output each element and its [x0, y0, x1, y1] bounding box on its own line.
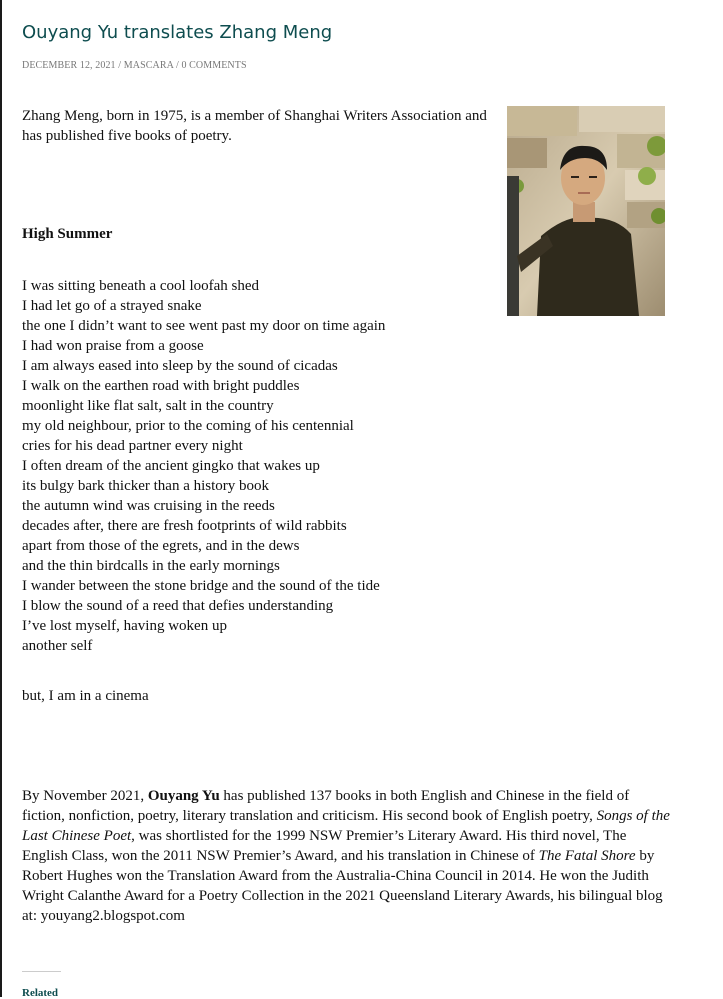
bio-lead: By November 2021,: [22, 788, 148, 804]
poem-line: apart from those of the egrets, and in the dews: [22, 538, 300, 554]
post-comments-link[interactable]: 0 COMMENTS: [181, 60, 247, 71]
poem-line: I’ve lost myself, having woken up: [22, 618, 227, 634]
related-heading: Related: [22, 987, 59, 999]
meta-separator: /: [173, 60, 182, 71]
poem-line: I blow the sound of a reed that defies understanding: [22, 598, 334, 614]
poem-line: another self: [22, 638, 93, 654]
author-photo: [507, 106, 665, 316]
poem-title: High Summer: [22, 226, 113, 242]
post-author-link[interactable]: MASCARA: [123, 60, 174, 71]
poem-line: cries for his dead partner every night: [22, 438, 243, 454]
poem-line: I was sitting beneath a cool loofah shed: [22, 278, 260, 294]
poem-line: I walk on the earthen road with bright puddles: [22, 378, 300, 394]
poem-lines: [22, 276, 492, 656]
bio-text: has published 137 books in both English and Chinese in the field of fiction, nonfiction, poetry, literary translation and criticism. His second book of English poetry,: [22, 788, 630, 824]
bio-book-title: The Fatal Shore: [538, 848, 636, 864]
bio-name: Ouyang Yu: [147, 788, 220, 804]
poem-line: and the thin birdcalls in the early mornings: [22, 558, 280, 574]
translator-bio: [22, 786, 672, 926]
meta-separator: /: [115, 60, 124, 71]
poem-line: I am always eased into sleep by the sound of cicadas: [22, 358, 338, 374]
post-meta: [22, 60, 247, 71]
poem-line: the autumn wind was cruising in the reeds: [22, 498, 275, 514]
poem-line: my old neighbour, prior to the coming of his centennial: [22, 418, 354, 434]
poem-line: decades after, there are fresh footprints of wild rabbits: [22, 518, 347, 534]
poem-coda: but, I am in a cinema: [22, 688, 149, 704]
related-divider: [22, 971, 61, 972]
post-title[interactable]: Ouyang Yu translates Zhang Meng: [22, 22, 333, 43]
bio-text: , was shortlisted for the 1999 NSW Premier’s Literary Award. His third novel, The English Class, won the 2011 NSW Premier’s Award, and his translation in Chinese of: [22, 828, 627, 864]
page-left-border: [0, 0, 2, 997]
poem-line: I often dream of the ancient gingko that wakes up: [22, 458, 320, 474]
poem-line: I had won praise from a goose: [22, 338, 204, 354]
poem-line: the one I didn’t want to see went past my door on time again: [22, 318, 386, 334]
poem-line: I wander between the stone bridge and the sound of the tide: [22, 578, 380, 594]
post-date-link[interactable]: DECEMBER 12, 2021: [22, 60, 116, 71]
portrait-photo-icon: [507, 106, 665, 316]
poem-line: I had let go of a strayed snake: [22, 298, 202, 314]
poem-line: moonlight like flat salt, salt in the country: [22, 398, 274, 414]
poem-line: its bulgy bark thicker than a history book: [22, 478, 270, 494]
bio-text: by Robert Hughes won the Translation Award from the Australia-China Council in 2014. He won the Judith Wright Calanthe Award for a Poetry Collection in the 2021 Queensland Literary Awards, his bilingual blog at: youyang2.blogspot.com: [22, 848, 663, 924]
author-intro: Zhang Meng, born in 1975, is a member of Shanghai Writers Association and has published five books of poetry.: [22, 108, 487, 144]
bio-book-title: Songs of the Last Chinese Poet: [22, 808, 670, 844]
